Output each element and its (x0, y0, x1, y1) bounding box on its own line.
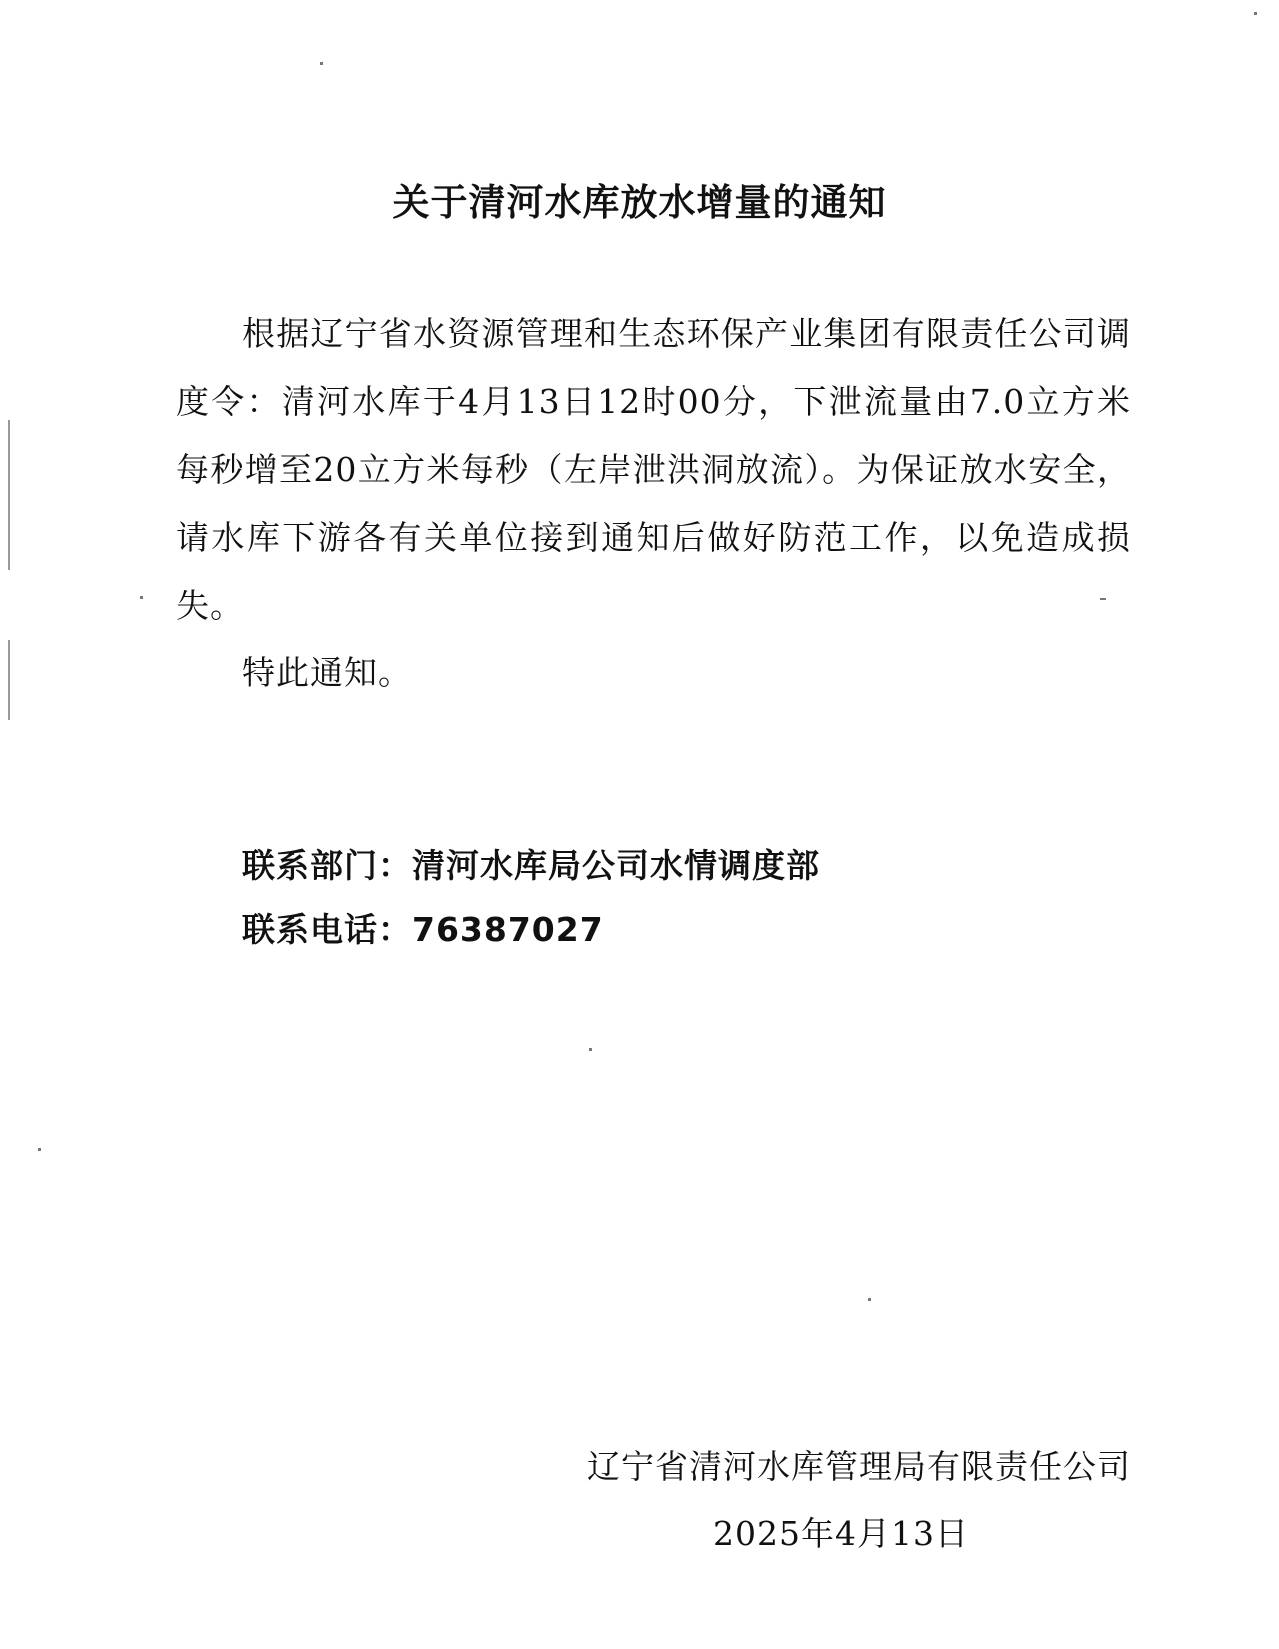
scan-mark (140, 596, 143, 599)
scan-mark (8, 420, 10, 570)
scan-mark (8, 640, 10, 720)
scan-mark (38, 1148, 41, 1151)
notice-body: 根据辽宁省水资源管理和生态环保产业集团有限责任公司调度令：清河水库于4月13日12时00分，下泄流量由7.0立方米每秒增至20立方米每秒（左岸泄洪洞放流）。为保证放水安全，请水库下游各有关单位接到通知后做好防范工作，以免造成损失。 (176, 314, 1131, 625)
notice-title: 关于清河水库放水增量的通知 (392, 181, 887, 224)
issue-date: 2025年4月13日 (713, 1514, 969, 1553)
scan-mark (589, 1048, 592, 1051)
scan-mark (1100, 598, 1106, 600)
contact-department: 联系部门：清河水库局公司水情调度部 (242, 846, 820, 885)
signer: 辽宁省清河水库管理局有限责任公司 (587, 1447, 1131, 1486)
scan-mark (320, 62, 323, 65)
notice-closing: 特此通知。 (242, 653, 412, 692)
contact-phone: 联系电话：76387027 (242, 910, 604, 949)
scan-mark (1254, 12, 1257, 15)
scan-mark (868, 1298, 871, 1301)
